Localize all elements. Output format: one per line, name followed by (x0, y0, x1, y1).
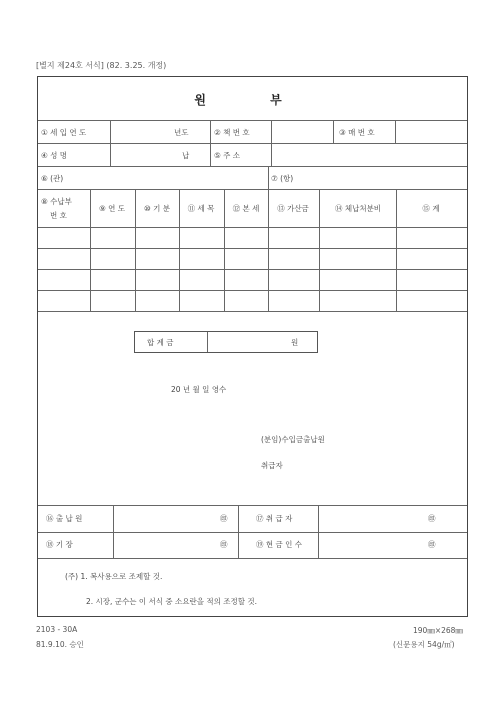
tax-item-header: ⑪ 세 목 (187, 204, 215, 213)
form-title: 원 부 (194, 93, 312, 107)
sheet-number-label: ③ 매 번 호 (339, 128, 375, 137)
rule (396, 189, 397, 311)
rule (38, 269, 467, 270)
paper-size: 190㎜×268㎜ (413, 626, 463, 635)
won-unit: 원 (291, 338, 299, 347)
rule (333, 120, 334, 143)
seal-mark: ㊞ (220, 514, 228, 523)
rule (207, 332, 208, 352)
rule (38, 532, 467, 533)
rule (38, 189, 467, 190)
rule (268, 166, 269, 189)
paper-type: (신문용지 54g/㎡) (393, 640, 455, 649)
year-header: ⑨ 연 도 (99, 204, 125, 213)
year-suffix: 년도 (174, 128, 189, 137)
ledger-form (37, 76, 468, 617)
note-1: (주) 1. 복사용으로 조제할 것. (65, 572, 163, 581)
rule (38, 143, 467, 144)
receipt-no-header: ⑧ 수납부 (41, 197, 72, 206)
rule (38, 227, 467, 228)
cash-receiver-label: ⑲ 현 금 인 수 (256, 540, 303, 549)
rule (38, 311, 467, 312)
total-header: ⑮ 계 (422, 204, 440, 213)
total-amount-label: 합 계 금 (147, 338, 174, 347)
form-code: 2103 - 30A (36, 625, 78, 634)
rule (38, 166, 467, 167)
rule (110, 120, 111, 166)
surcharge-header: ⑬ 가산금 (277, 204, 309, 213)
cashier-label: ⑯ 출 납 원 (46, 514, 83, 523)
approval-date: 81.9.10. 승인 (36, 640, 84, 649)
handler-line: 취급자 (261, 461, 283, 470)
total-amount-box (134, 331, 318, 353)
cashier-office: (분임)수입금출납원 (261, 435, 325, 444)
period-header: ⑩ 기 분 (144, 204, 170, 213)
pay-suffix: 납 (182, 151, 190, 160)
rule (90, 189, 91, 311)
rule (135, 189, 136, 311)
rule (271, 120, 272, 166)
receipt-no-header-2: 번 호 (50, 211, 67, 220)
name-label: ④ 성 명 (41, 151, 67, 160)
rule (38, 120, 467, 121)
rule (179, 189, 180, 311)
rule (113, 505, 114, 558)
recorder-label: ⑱ 기 장 (46, 540, 73, 549)
seal-mark: ㊞ (428, 540, 436, 549)
rule (38, 248, 467, 249)
seal-mark: ㊞ (428, 514, 436, 523)
note-2: 2. 시장, 군수는 이 서식 중 소요란을 적의 조정할 것. (86, 597, 258, 606)
address-label: ⑤ 주 소 (214, 151, 240, 160)
rule (238, 505, 239, 558)
rule (318, 505, 319, 558)
seal-mark: ㊞ (220, 540, 228, 549)
office-label: ⑥ (관) (41, 174, 64, 183)
book-number-label: ② 책 번 호 (214, 128, 250, 137)
receipt-date: 20 년 월 일 영수 (171, 385, 227, 394)
rule (319, 189, 320, 311)
rule (268, 189, 269, 311)
delinquency-fee-header: ⑭ 체납처분비 (334, 204, 382, 213)
rule (210, 120, 211, 166)
rule (38, 558, 467, 559)
rule (395, 120, 396, 143)
rule (224, 189, 225, 311)
tax-year-label: ① 세 입 연 도 (41, 128, 87, 137)
form-number: [별지 제24호 서식] (82. 3.25. 개정) (36, 61, 167, 70)
section-label: ⑦ (항) (271, 174, 294, 183)
rule (38, 290, 467, 291)
handler-label: ⑰ 취 급 자 (256, 514, 293, 523)
base-tax-header: ⑫ 본 세 (232, 204, 260, 213)
rule (38, 505, 467, 506)
